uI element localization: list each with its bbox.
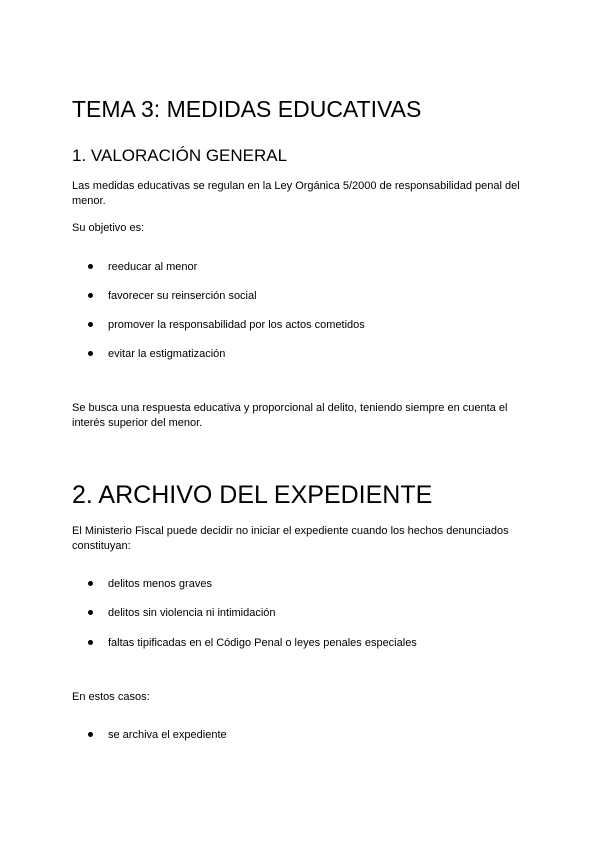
list-item [88,728,227,743]
section-2-intro: El Ministerio Fiscal puede decidir no iniciar el expediente cuando los hechos denunciados constituyan: [72,525,509,552]
bullet-icon [88,351,93,356]
document-title: TEMA 3: MEDIDAS EDUCATIVAS [72,96,422,122]
cases-label: En estos casos: [72,691,150,703]
list-item [88,636,417,651]
section-1-closing: Se busca una respuesta educativa y proporcional al delito, teniendo siempre en cuenta el interés superior del menor. [72,402,508,429]
list-item-text: delitos menos graves [108,578,212,590]
bullet-icon [88,581,93,586]
list-item [88,577,212,592]
list-item-text: faltas tipificadas en el Código Penal o leyes penales especiales [108,637,417,649]
list-item-text: se archiva el expediente [108,729,227,741]
list-item [88,289,257,304]
list-item [88,347,225,362]
list-item-text: evitar la estigmatización [108,348,226,360]
bullet-icon [88,264,93,269]
bullet-icon [88,610,93,615]
list-item-text: reeducar al menor [108,261,198,273]
list-item-text: favorecer su reinserción social [108,290,257,302]
bullet-icon [88,322,93,327]
list-item [88,260,197,275]
list-item-text: delitos sin violencia ni intimidación [108,607,276,619]
bullet-icon [88,640,93,645]
section-1-heading: 1. VALORACIÓN GENERAL [72,146,288,165]
list-item [88,606,276,621]
bullet-icon [88,293,93,298]
objective-label: Su objetivo es: [72,222,145,234]
list-item-text: promover la responsabilidad por los actos cometidos [108,319,365,331]
list-item [88,318,365,333]
bullet-icon [88,732,93,737]
section-2-heading: 2. ARCHIVO DEL EXPEDIENTE [72,481,433,509]
section-1-intro: Las medidas educativas se regulan en la Ley Orgánica 5/2000 de responsabilidad penal del menor. [72,180,520,207]
